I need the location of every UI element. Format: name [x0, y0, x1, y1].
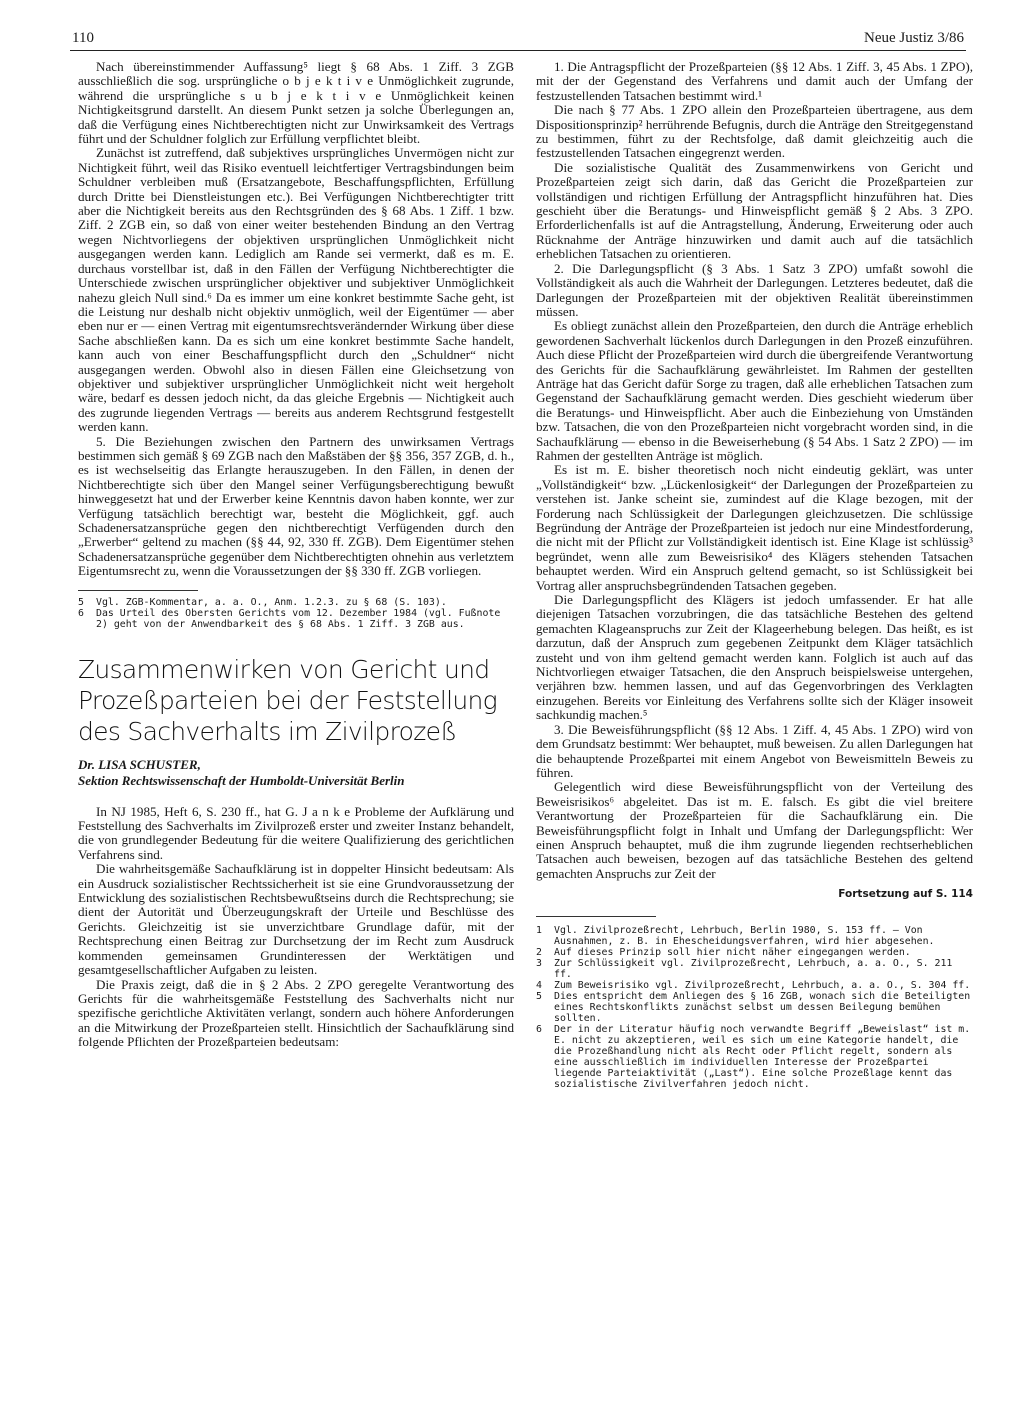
footnote-divider — [78, 590, 198, 591]
paragraph: 3. Die Beweisführungspflicht (§§ 12 Abs. 1 Ziff. 4, 45 Abs. 1 ZPO) wird von dem Grundsatz bestimmt: Wer behauptet, muß beweisen. Zu allen Darlegungen hat die behauptende Prozeßpartei mit einem Angebot von Beweismitteln Beweis zu führen. — [536, 721, 973, 780]
paragraph: Die sozialistische Qualität des Zusammenwirkens von Gericht und Prozeßparteien zeigt sich darin, daß das Gericht die Prozeßparteien zur vollständigen und richtigen Erfüllung der Antragspflicht hinzuführen hat. Dies geschieht über die Beratungs- und Hinweispflicht gemäß § 2 Abs. 3 ZPO. Erforderlichenfalls ist auf die Antragstellung, Änderung, Erweiterung oder auch Rücknahme der Anträge hinzuwirken und damit auch auf die tatsächlich erheblichen Tatsachen zu orientieren. — [536, 159, 973, 262]
paragraph: Die nach § 77 Abs. 1 ZPO allein den Prozeßparteien übertragene, aus dem Dispositionsprinzip² herrührende Befugnis, durch die Anträge den Streitgegenstand zu bestimmen, führt zu der Rechtsfolge, daß damit gleichzeitig auch die festzustellenden Tatsachen eingegrenzt werden. — [536, 102, 973, 161]
author-affiliation: Sektion Rechtswissenschaft der Humboldt-Universität Berlin — [78, 772, 405, 788]
footnote-number: 5 — [536, 990, 542, 1002]
footnote — [536, 980, 973, 991]
footnote-text: Zum Beweisrisiko vgl. Zivilprozeßrecht, Lehrbuch, a. a. O., S. 304 ff. — [554, 979, 971, 991]
journal-issue: Neue Justiz 3/86 — [864, 30, 964, 46]
paragraph: Die Praxis zeigt, daß die in § 2 Abs. 2 ZPO geregelte Verantwortung des Gerichts für die wahrheitsgemäße Feststellung des Sachverhalts nicht nur spezifische gerichtliche Aktivitäten verlangt, sondern auch höhere Anforderungen an die Mitwirkung der Prozeßparteien stellt. Hinsichtlich der Sachaufklärung sind folgende Pflichten der Prozeßparteien bedeutsam: — [78, 976, 514, 1050]
footnote-text: Vgl. Zivilprozeßrecht, Lehrbuch, Berlin 1980, S. 153 ff. — Von Ausnahmen, z. B. in Ehescheidungsverfahren, wird hier abgesehen. — [554, 924, 935, 947]
paragraph: 1. Die Antragspflicht der Prozeßparteien (§§ 12 Abs. 1 Ziff. 3, 45 Abs. 1 ZPO), mit der der Gegenstand des Verfahrens und damit auch der Umfang der festzustellenden Tatsachen bestimmt wird.¹ — [536, 59, 973, 103]
page-number: 110 — [72, 30, 94, 46]
footnote-divider — [536, 916, 656, 917]
running-header — [70, 30, 966, 51]
paragraph: 2. Die Darlegungspflicht (§ 3 Abs. 1 Satz 3 ZPO) umfaßt sowohl die Vollständigkeit als auch die Wahrheit der Darlegungen. Letzteres bedeutet, daß die Darlegungen der Prozeßparteien mit der objektiven Realität übereinstimmen müssen. — [536, 260, 973, 319]
continuation-note: Fortsetzung auf S. 114 — [838, 888, 973, 901]
right-column — [536, 60, 973, 1090]
footnote-number: 6 — [536, 1023, 542, 1035]
article-headline: Zusammenwirken von Gericht und Prozeßparteien bei der Feststellung des Sachverhalts im Zivilprozeß — [78, 654, 497, 746]
footnote — [536, 991, 973, 1024]
paragraph: In NJ 1985, Heft 6, S. 230 ff., hat G. J a n k e Probleme der Aufklärung und Feststellung des Sachverhalts im Zivilprozeß erster und zweiter Instanz behandelt, die von grundlegender Bedeutung für die weitere Qualifizierung des gerichtlichen Verfahrens sind. — [78, 803, 514, 862]
paragraph: Die wahrheitsgemäße Sachaufklärung ist in doppelter Hinsicht bedeutsam: Als ein Ausdruck sozialistischer Rechtssicherheit ist sie eine Grundvoraussetzung der Entwicklung des sozialistischen Rechtsbewußtseins durch die Rechtsprechung; sie dient der Autorität und Überzeugungskraft der Urteile und Beschlüsse des Gerichts. Gleichzeitig ist sie unverzichtbare Grundlage dafür, mit der Rechtsprechung einen Beitrag zur Durchsetzung der im Recht zum Ausdruck kommenden gemeinsamen Grundinteressen der Werktätigen und gesamtgesellschaftlicher Aufgaben zu leisten. — [78, 861, 514, 978]
footnote-text: Vgl. ZGB-Kommentar, a. a. O., Anm. 1.2.3. zu § 68 (S. 103). — [96, 596, 447, 608]
footnote-text: Auf dieses Prinzip soll hier nicht näher eingegangen werden. — [554, 946, 911, 958]
paragraph: Die Darlegungspflicht des Klägers ist jedoch umfassender. Er hat alle diejenigen Tatsachen vorzubringen, die das tatsächliche Bestehen des geltend gemachten Klageanspruchs zur Zeit der Klageerhebung belegen. Das heißt, es ist darzutun, daß der Anspruch zum gegebenen Zeitpunkt dem Kläger tatsächlich zusteht und von ihm geltend gemacht werden kann. Folglich ist auch auf das Nichtvorliegen etwaiger Tatsachen, die den Anspruch beispielsweise untergehen, verjähren bzw. hemmen lassen, und auf das Gegenvorbringen des Verklagten einzugehen. Bereits vor Einleitung des Verfahrens sollte sich der Kläger insoweit sachkundig machen.⁵ — [536, 592, 973, 723]
footnote — [78, 597, 514, 608]
paragraph: Gelegentlich wird diese Beweisführungspflicht von der Verteilung des Beweisrisikos⁶ abgeleitet. Das ist m. E. falsch. Es gibt die viel breitere Verantwortung der Prozeßparteien für die Sachaufklärung ein. Die Beweisführungspflicht folgt in Inhalt und Umfang der Darlegungspflicht: Wer einen Anspruch behauptet, muß die ihm zugrunde liegenden rechtserheblichen Tatsachen auch beweisen, bezogen auf das tatsächliche Bestehen des geltend gemachten Anspruchs zur Zeit der — [536, 779, 973, 881]
footnote-number: 2 — [536, 946, 542, 958]
footnote — [536, 958, 973, 980]
footnote-text: Dies entspricht dem Anliegen des § 16 ZGB, wonach sich die Beteiligten eines Rechtskonflikts zunächst selbst um dessen Beilegung bemühen sollten. — [554, 990, 971, 1024]
paragraph: 5. Die Beziehungen zwischen den Partnern des unwirksamen Vertrags bestimmen sich gemäß § 69 ZGB nach den Maßstäben der §§ 356, 357 ZGB, d. h., es ist wechselseitig das Erlangte herauszugeben. In den Fällen, in denen der Nichtberechtigte sich über den Mangel seiner Verfügungsberechtigung bewußt hinweggesetzt hat und der Erwerber keine Kenntnis davon haben konnte, wer zur Verfügung tatsächlich berechtigt war, besteht die Möglichkeit, ggf. auch Schadenersatzansprüche gegen den nichtberechtigt Verfügenden durch den „Erwerber“ geltend zu machen (§§ 44, 92, 330 ff. ZGB). Dem Eigentümer stehen Schadenersatzansprüche gegenüber dem Nichtberechtigten ohnehin aus verletztem Eigentumsrecht zu, wenn die Voraussetzungen der §§ 330 ff. ZGB vorliegen. — [78, 433, 514, 579]
paragraph: Nach übereinstimmender Auffassung⁵ liegt § 68 Abs. 1 Ziff. 3 ZGB ausschließlich die sog. ursprüngliche o b j e k t i v e Unmöglichkeit zugrunde, während die ursprüngliche s u b j e k t i v e Unmöglichkeit keinen Nichtigkeitsgrund darstellt. An diesem Punkt setzen ja solche Überlegungen an, daß die Verfügung eines Nichtberechtigten nicht zur Unwirksamkeit des Vertrags führt und der Schuldner folglich zur Erfüllung verpflichtet bleibt. — [78, 59, 514, 147]
footnote-text: Der in der Literatur häufig noch verwandte Begriff „Beweislast“ ist m. E. nicht zu akzeptieren, weil es sich um eine Kategorie handelt, die die Prozeßhandlung nicht als Recht oder Pflicht regelt, sondern als eine ausschließlich im individuellen Interesse der Prozeßpartei liegende Parteiaktivität („Last“). Eine solche Prozeßlage kennt das sozialistische Zivilverfahren jedoch nicht. — [554, 1023, 971, 1090]
footnote — [536, 1024, 973, 1090]
footnote-text: Das Urteil des Obersten Gerichts vom 12. Dezember 1984 (vgl. Fußnote 2) geht von der Anwendbarkeit des § 68 Abs. 1 Ziff. 3 ZGB aus. — [96, 607, 501, 630]
paragraph: Es ist m. E. bisher theoretisch noch nicht eindeutig geklärt, was unter „Vollständigkeit“ bzw. „Lückenlosigkeit“ der Darlegungen der Prozeßparteien zu verstehen ist. Janke scheint sie, zumindest auf die Klage bezogen, mit der Forderung nach Schlüssigkeit der Darlegungen gleichzusetzen. Die schlüssige Begründung der Anträge der Prozeßparteien ist jedoch nur eine Mindestforderung, die nicht mit der Pflicht zur Vollständigkeit identisch ist. Eine Klage ist schlüssig³ begründet, wenn alle zum Beweisrisiko⁴ des Klägers stehenden Tatsachen behauptet werden. Wird ein Anspruch geltend gemacht, so ist Schlüssigkeit bei Vortrag aller anspruchsbegründenden Tatsachen gegeben. — [536, 462, 973, 593]
footnote — [536, 947, 973, 958]
footnote-number: 6 — [78, 607, 84, 619]
footnote-number: 3 — [536, 957, 542, 969]
footnote — [536, 925, 973, 947]
left-column — [78, 60, 514, 1050]
footnote — [78, 608, 514, 630]
author-block — [78, 757, 514, 789]
footnote-text: Zur Schlüssigkeit vgl. Zivilprozeßrecht, Lehrbuch, a. a. O., S. 211 ff. — [554, 957, 953, 980]
paragraph: Es obliegt zunächst allein den Prozeßparteien, den durch die Anträge erheblich gewordenen Sachverhalt lückenlos durch Darlegungen in den Prozeß einzuführen. Auch diese Pflicht der Prozeßparteien wird durch die übergreifende Verantwortung des Gerichts für die Sachaufklärung gewährleistet. Im Rahmen der gestellten Anträge hat das Gericht dafür Sorge zu tragen, daß alle erheblichen Tatsachen zum Gegenstand der Sachaufklärung gemacht werden. Dies geschieht wiederum über die Beratungs- und Hinweispflicht. Aber auch die Einbeziehung von Umständen bzw. Tatsachen, die von den Prozeßparteien nicht vorgebracht worden sind, in die Sachaufklärung — ebenso in die Beweiserhebung (§ 54 Abs. 1 Satz 2 ZPO) — im Rahmen der gestellten Anträge ist möglich. — [536, 318, 973, 463]
footnote-number: 5 — [78, 596, 84, 608]
author-name: Dr. LISA SCHUSTER, — [78, 756, 201, 772]
footnote-number: 4 — [536, 979, 542, 991]
paragraph: Zunächst ist zutreffend, daß subjektives ursprüngliches Unvermögen nicht zur Nichtigkeit führt, weil das Risiko eventuell leichtfertiger Vertragsbindungen beim Schuldner verbleiben muß (Ersatzangebote, Beschaffungspflichten, Erfüllung durch Dritte bei Dienstleistungen etc.). Bei Verfügungen Nichtberechtigter tritt aber die Nichtigkeit bereits aus den Rechtsgründen des § 68 Abs. 1 Ziff. 1 bzw. Ziff. 2 ZGB ein, so daß von einer weiter bestehenden Bindung an den Vertrag wegen Nichtvorliegens der objektiven ursprünglichen Unmöglichkeit nicht ausgegangen werden kann. Lediglich am Rande sei vermerkt, daß es m. E. durchaus vorstellbar ist, daß in den Fällen der Verfügung Nichtberechtigter die Unterschiede zwischen ursprünglicher objektiver und subjektiver Unmöglichkeit nahezu gleich Null sind.⁶ Da es immer um eine konkret bestimmte Sache geht, ist die Leistung nur deshalb nicht objektiv unmöglich, weil der Eigentümer — aber eben nur er — einen Vertrag mit eigentumsrechtsverändernder Wirkung über diese Sache abschließen kann. Da es sich um eine konkret bestimmte Sache handelt, kann auch von einer Beschaffungspflicht durch den „Schuldner“ nicht ausgegangen werden. Obwohl also in diesen Fällen eine Gleichsetzung von objektiver und subjektiver ursprünglicher Unmöglichkeit nicht weit hergeholt wäre, bedarf es dessen jedoch nicht, da das gleiche Ergebnis — Nichtigkeit auch des zugrunde liegenden Vertrags — bereits aus anderem Rechtsgrund festgestellt werden kann. — [78, 145, 514, 435]
footnote-number: 1 — [536, 924, 542, 936]
